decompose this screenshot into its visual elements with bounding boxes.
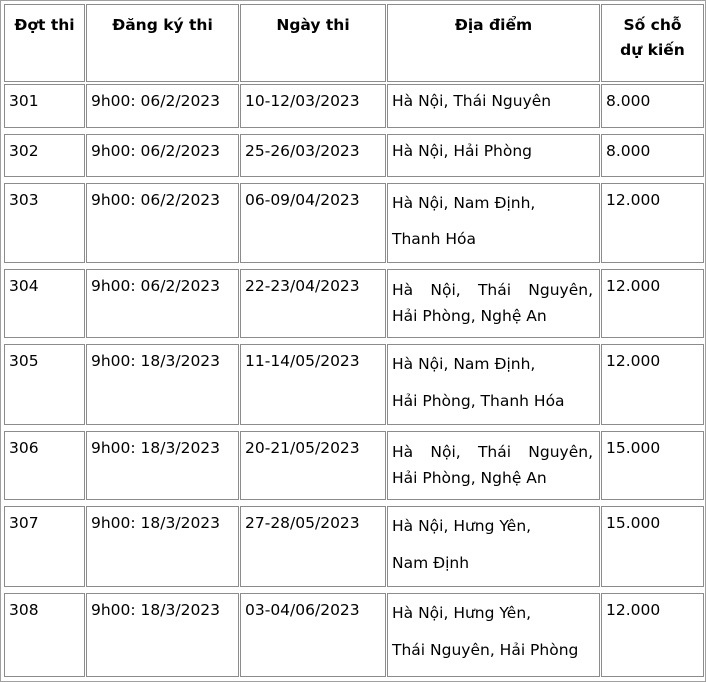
dia-diem-line: Hà Nội, Nam Định, — [392, 194, 536, 212]
cell-so-cho: 12.000 — [601, 269, 704, 338]
dia-diem-word: Hà — [392, 281, 414, 299]
cell-ngay-thi: 22-23/04/2023 — [240, 269, 386, 338]
cell-dia-diem — [387, 344, 600, 425]
cell-dia-diem — [387, 593, 600, 677]
cell-dia-diem — [387, 269, 600, 338]
dia-diem-line: Hà Nội, Hải Phòng — [392, 142, 533, 160]
cell-ngay-thi: 11-14/05/2023 — [240, 344, 386, 425]
cell-dang-ky-thi: 9h00: 06/2/2023 — [86, 84, 239, 128]
cell-dia-diem — [387, 84, 600, 128]
cell-dot-thi: 307 — [4, 506, 85, 587]
cell-so-cho: 12.000 — [601, 344, 704, 425]
dia-diem-line: Hà Nội, Thái Nguyên — [392, 92, 552, 110]
cell-ngay-thi: 27-28/05/2023 — [240, 506, 386, 587]
dia-diem-line: Hà Nội, Hưng Yên, — [392, 604, 532, 622]
dia-diem-word: Nội, — [430, 281, 461, 299]
dia-diem-line-justified — [392, 277, 593, 303]
cell-dang-ky-thi: 9h00: 06/2/2023 — [86, 183, 239, 263]
cell-ngay-thi: 20-21/05/2023 — [240, 431, 386, 500]
header-so-cho-du-kien — [601, 4, 704, 82]
dia-diem-word: Thái — [477, 281, 512, 299]
cell-ngay-thi: 03-04/06/2023 — [240, 593, 386, 677]
cell-dot-thi: 305 — [4, 344, 85, 425]
cell-ngay-thi: 10-12/03/2023 — [240, 84, 386, 128]
cell-so-cho: 8.000 — [601, 134, 704, 177]
dia-diem-line-justified — [392, 439, 593, 465]
dia-diem-line: Hà Nội, Nam Định, — [392, 355, 536, 373]
cell-dia-diem — [387, 134, 600, 177]
cell-so-cho: 15.000 — [601, 431, 704, 500]
header-dang-ky-thi: Đăng ký thi — [86, 4, 239, 82]
cell-ngay-thi: 06-09/04/2023 — [240, 183, 386, 263]
dia-diem-line: Thanh Hóa — [392, 230, 477, 248]
dia-diem-line: Hải Phòng, Nghệ An — [392, 307, 547, 325]
dia-diem-word: Hà — [392, 443, 414, 461]
dia-diem-word: Nội, — [430, 443, 461, 461]
header-dot-thi: Đợt thi — [4, 4, 85, 82]
cell-dot-thi: 301 — [4, 84, 85, 128]
header-so-cho-line-2: dự kiến — [620, 41, 685, 59]
cell-dang-ky-thi: 9h00: 18/3/2023 — [86, 506, 239, 587]
cell-dot-thi: 304 — [4, 269, 85, 338]
dia-diem-line: Hà Nội, Hưng Yên, — [392, 517, 532, 535]
cell-dot-thi: 302 — [4, 134, 85, 177]
dia-diem-word: Nguyên, — [528, 443, 593, 461]
cell-so-cho: 12.000 — [601, 183, 704, 263]
cell-dang-ky-thi: 9h00: 18/3/2023 — [86, 344, 239, 425]
cell-dia-diem — [387, 183, 600, 263]
cell-dang-ky-thi: 9h00: 18/3/2023 — [86, 431, 239, 500]
header-dia-diem: Địa điểm — [387, 4, 600, 82]
cell-dia-diem — [387, 431, 600, 500]
header-so-cho-line-1: Số chỗ — [623, 16, 682, 34]
cell-so-cho: 12.000 — [601, 593, 704, 677]
dia-diem-line: Nam Định — [392, 554, 470, 572]
cell-so-cho: 8.000 — [601, 84, 704, 128]
dia-diem-line: Hải Phòng, Thanh Hóa — [392, 392, 565, 410]
dia-diem-word: Nguyên, — [528, 281, 593, 299]
cell-dot-thi: 306 — [4, 431, 85, 500]
cell-ngay-thi: 25-26/03/2023 — [240, 134, 386, 177]
cell-dang-ky-thi: 9h00: 18/3/2023 — [86, 593, 239, 677]
cell-dang-ky-thi: 9h00: 06/2/2023 — [86, 269, 239, 338]
cell-dot-thi: 303 — [4, 183, 85, 263]
cell-so-cho: 15.000 — [601, 506, 704, 587]
header-ngay-thi: Ngày thi — [240, 4, 386, 82]
cell-dang-ky-thi: 9h00: 06/2/2023 — [86, 134, 239, 177]
dia-diem-line: Hải Phòng, Nghệ An — [392, 469, 547, 487]
cell-dot-thi: 308 — [4, 593, 85, 677]
dia-diem-line: Thái Nguyên, Hải Phòng — [392, 641, 579, 659]
dia-diem-word: Thái — [477, 443, 512, 461]
cell-dia-diem — [387, 506, 600, 587]
